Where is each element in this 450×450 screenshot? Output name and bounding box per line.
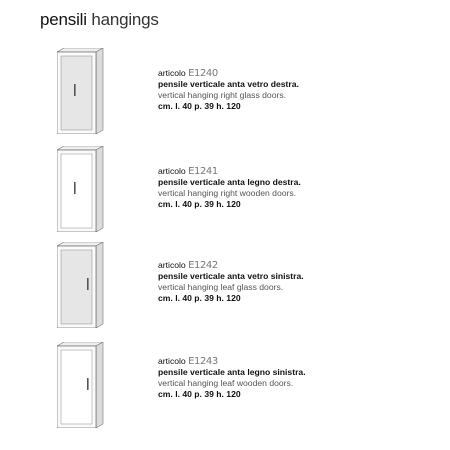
cabinet-glass-right-icon (57, 48, 107, 134)
italian-description: pensile verticale anta vetro sinistra. (158, 271, 304, 281)
product-item-e1241 (0, 146, 450, 246)
product-description (158, 260, 304, 304)
article-code: E1240 (188, 68, 218, 79)
page-title (40, 10, 159, 30)
article-code: E1243 (188, 356, 218, 367)
cabinet-glass-left-icon (57, 242, 107, 328)
product-description (158, 68, 299, 112)
product-item-e1242 (0, 242, 450, 342)
article-code: E1242 (188, 260, 218, 271)
english-description: vertical hanging leaf wooden doors. (158, 378, 294, 388)
italian-description: pensile verticale anta vetro destra. (158, 79, 299, 89)
cabinet-wood-left-icon (57, 342, 107, 428)
cabinet-wood-right-icon (57, 146, 107, 232)
product-item-e1240 (0, 48, 450, 148)
product-item-e1243 (0, 342, 450, 442)
article-code: E1241 (188, 166, 218, 177)
english-description: vertical hanging leaf glass doors. (158, 282, 284, 292)
title-hangings: hangings (91, 10, 159, 29)
article-label: articolo (158, 68, 186, 78)
article-label: articolo (158, 260, 186, 270)
english-description: vertical hanging right glass doors. (158, 90, 287, 100)
dimensions: cm. l. 40 p. 39 h. 120 (158, 389, 241, 399)
product-description (158, 166, 301, 210)
dimensions: cm. l. 40 p. 39 h. 120 (158, 101, 241, 111)
article-label: articolo (158, 356, 186, 366)
title-pensili: pensili (40, 10, 87, 29)
english-description: vertical hanging right wooden doors. (158, 188, 297, 198)
product-description (158, 356, 306, 400)
dimensions: cm. l. 40 p. 39 h. 120 (158, 293, 241, 303)
italian-description: pensile verticale anta legno destra. (158, 177, 301, 187)
dimensions: cm. l. 40 p. 39 h. 120 (158, 199, 241, 209)
italian-description: pensile verticale anta legno sinistra. (158, 367, 306, 377)
article-label: articolo (158, 166, 186, 176)
